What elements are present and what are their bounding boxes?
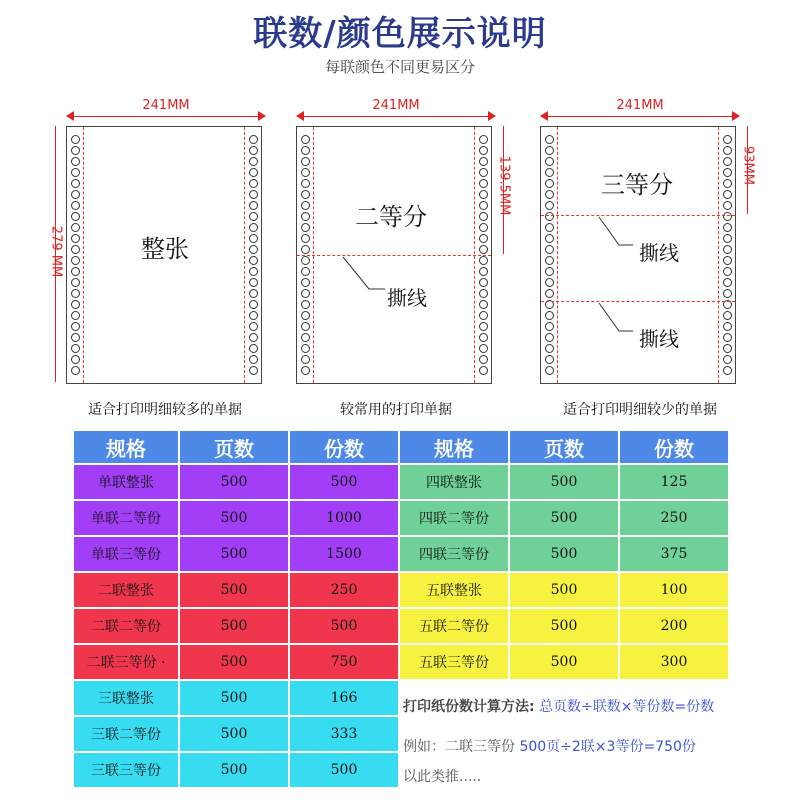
tractor-hole [71, 212, 80, 221]
table-cell-copies: 100 [619, 572, 729, 608]
tractor-hole [71, 278, 80, 287]
tractor-hole [249, 157, 258, 166]
tractor-hole [249, 245, 258, 254]
tractor-hole [545, 179, 554, 188]
tractor-hole [723, 267, 732, 276]
table-cell-spec: 单联整张 [73, 464, 179, 500]
table-cell-pages: 500 [179, 644, 289, 680]
table-cell-copies: 375 [619, 536, 729, 572]
tractor-hole [71, 366, 80, 375]
tractor-hole [249, 256, 258, 265]
example-note [403, 736, 696, 756]
table-cell-pages: 500 [179, 500, 289, 536]
table-cell-pages: 500 [509, 464, 619, 500]
tractor-hole [545, 355, 554, 364]
tractor-hole [301, 366, 310, 375]
tractor-hole [249, 344, 258, 353]
tractor-hole [71, 344, 80, 353]
tractor-hole [249, 146, 258, 155]
tractor-hole [301, 289, 310, 298]
tractor-hole [249, 212, 258, 221]
tractor-hole [301, 278, 310, 287]
tractor-hole [545, 223, 554, 232]
tractor-hole [249, 267, 258, 276]
table-cell-pages: 500 [509, 536, 619, 572]
paper-sheet [540, 126, 736, 384]
table-cell-spec: 三联三等份 [73, 752, 179, 788]
tractor-hole [249, 179, 258, 188]
table-cell-pages: 500 [179, 572, 289, 608]
tractor-hole [723, 212, 732, 221]
panel-caption: 适合打印明细较少的单据 [563, 402, 717, 418]
tractor-hole [301, 179, 310, 188]
panel-caption: 适合打印明细较多的单据 [88, 402, 242, 418]
tractor-hole [71, 168, 80, 177]
panel-halves [296, 98, 496, 398]
tractor-hole [301, 300, 310, 309]
width-label: 241MM [616, 98, 664, 113]
tractor-hole [723, 333, 732, 342]
table-header-cell: 规格 [399, 430, 509, 464]
table-cell-spec: 五联三等份 [399, 644, 509, 680]
tear-label: 撕线 [639, 241, 679, 265]
tractor-hole [71, 289, 80, 298]
tractor-hole [545, 157, 554, 166]
table-cell-spec: 三联整张 [73, 680, 179, 716]
table-cell-pages: 500 [179, 716, 289, 752]
spec-table [73, 430, 729, 796]
tractor-hole [545, 267, 554, 276]
tractor-hole [723, 223, 732, 232]
height-label: 93MM [740, 146, 756, 185]
table-cell-spec: 二联整张 [73, 572, 179, 608]
tractor-hole [479, 366, 488, 375]
tractor-hole [723, 146, 732, 155]
tractor-hole [301, 135, 310, 144]
table-cell-copies: 166 [289, 680, 399, 716]
tractor-hole [479, 289, 488, 298]
tractor-hole [301, 201, 310, 210]
tractor-hole [301, 223, 310, 232]
panel-whole [66, 98, 266, 398]
height-label: 139.5MM [496, 155, 512, 216]
table-cell-copies: 1000 [289, 500, 399, 536]
table-cell-spec: 五联整张 [399, 572, 509, 608]
table-cell-spec: 二联二等份 [73, 608, 179, 644]
tractor-hole [71, 245, 80, 254]
tractor-hole [545, 135, 554, 144]
page-title: 联数/颜色展示说明 [253, 14, 547, 54]
table-cell-copies: 750 [289, 644, 399, 680]
paper-sheet [296, 126, 492, 384]
panel-caption: 较常用的打印单据 [340, 402, 452, 418]
tractor-hole [301, 168, 310, 177]
tractor-hole [479, 256, 488, 265]
table-cell-pages: 500 [509, 644, 619, 680]
tractor-holes-left [543, 135, 555, 375]
tractor-hole [71, 322, 80, 331]
tractor-hole [301, 245, 310, 254]
tractor-hole [71, 223, 80, 232]
table-cell-pages: 500 [179, 752, 289, 788]
tractor-holes-right [721, 135, 733, 375]
tractor-hole [249, 311, 258, 320]
tractor-hole [71, 333, 80, 342]
table-cell-spec: 二联三等份 · [73, 644, 179, 680]
width-label: 241MM [142, 98, 190, 113]
tractor-hole [301, 333, 310, 342]
table-cell-copies: 250 [289, 572, 399, 608]
tractor-holes-right [247, 135, 259, 375]
tractor-hole [301, 311, 310, 320]
tractor-hole [723, 256, 732, 265]
table-cell-copies: 250 [619, 500, 729, 536]
table-cell-copies: 300 [619, 644, 729, 680]
tractor-hole [723, 234, 732, 243]
tractor-hole [301, 267, 310, 276]
tractor-hole [71, 267, 80, 276]
tractor-hole [723, 245, 732, 254]
tractor-hole [71, 135, 80, 144]
tractor-hole [301, 355, 310, 364]
sheet-type-label: 三等分 [601, 171, 673, 199]
tractor-hole [723, 157, 732, 166]
tractor-hole [479, 311, 488, 320]
tractor-hole [479, 267, 488, 276]
paper-sheet [66, 126, 262, 384]
panel-thirds [540, 98, 740, 398]
table-cell-spec: 五联二等份 [399, 608, 509, 644]
tractor-hole [545, 212, 554, 221]
table-cell-copies: 500 [289, 464, 399, 500]
table-cell-spec: 四联整张 [399, 464, 509, 500]
tractor-hole [723, 190, 732, 199]
tractor-hole [71, 190, 80, 199]
tractor-hole [71, 311, 80, 320]
tractor-hole [249, 300, 258, 309]
tractor-hole [479, 234, 488, 243]
formula-text: 总页数÷联数×等份数=份数 [539, 699, 715, 715]
tractor-hole [301, 344, 310, 353]
tractor-hole [71, 201, 80, 210]
tractor-hole [71, 179, 80, 188]
table-cell-spec: 三联二等份 [73, 716, 179, 752]
tractor-hole [249, 234, 258, 243]
table-cell-copies: 500 [289, 608, 399, 644]
tractor-hole [71, 157, 80, 166]
table-header-cell: 页数 [509, 430, 619, 464]
etc-note: 以此类推..... [403, 769, 482, 785]
tractor-hole [545, 289, 554, 298]
table-cell-pages: 500 [509, 500, 619, 536]
tractor-hole [249, 366, 258, 375]
table-cell-pages: 500 [179, 464, 289, 500]
tractor-hole [545, 366, 554, 375]
tractor-hole [545, 256, 554, 265]
tractor-hole [301, 190, 310, 199]
table-cell-spec: 单联二等份 [73, 500, 179, 536]
table-cell-pages: 500 [179, 680, 289, 716]
tractor-hole [301, 234, 310, 243]
table-header-cell: 页数 [179, 430, 289, 464]
tractor-hole [249, 289, 258, 298]
height-dimension [738, 126, 758, 214]
tractor-hole [545, 245, 554, 254]
tractor-hole [71, 300, 80, 309]
width-dimension [66, 98, 266, 118]
tractor-hole [479, 135, 488, 144]
tractor-hole [479, 212, 488, 221]
table-cell-copies: 333 [289, 716, 399, 752]
tractor-holes-left [69, 135, 81, 375]
tractor-hole [479, 223, 488, 232]
sheet-type-label: 整张 [141, 235, 189, 263]
tractor-hole [723, 355, 732, 364]
tractor-hole [301, 146, 310, 155]
tractor-hole [71, 355, 80, 364]
table-cell-copies: 1500 [289, 536, 399, 572]
tractor-hole [723, 344, 732, 353]
table-cell-pages: 500 [509, 608, 619, 644]
tractor-hole [723, 278, 732, 287]
tractor-hole [249, 355, 258, 364]
example-label: 例如：二联三等份 [403, 739, 515, 755]
tractor-hole [479, 157, 488, 166]
tractor-hole [723, 311, 732, 320]
tractor-hole [249, 168, 258, 177]
tractor-hole [249, 322, 258, 331]
table-cell-copies: 500 [289, 752, 399, 788]
tear-label: 撕线 [639, 327, 679, 351]
tractor-hole [249, 333, 258, 342]
tractor-hole [723, 289, 732, 298]
tear-label: 撕线 [387, 286, 427, 310]
tractor-hole [723, 135, 732, 144]
tractor-hole [479, 278, 488, 287]
height-dimension [494, 126, 514, 254]
tractor-hole [545, 168, 554, 177]
sheet-type-label: 二等分 [355, 203, 427, 231]
table-cell-copies: 200 [619, 608, 729, 644]
tractor-hole [479, 201, 488, 210]
width-dimension [296, 98, 496, 118]
height-dimension [46, 126, 66, 382]
tractor-hole [249, 135, 258, 144]
tractor-hole [479, 179, 488, 188]
tractor-hole [301, 322, 310, 331]
page-subtitle: 每联颜色不同更易区分 [324, 58, 475, 76]
table-cell-spec: 单联三等份 [73, 536, 179, 572]
tractor-hole [71, 256, 80, 265]
tractor-hole [71, 234, 80, 243]
width-dimension [540, 98, 740, 118]
tractor-hole [479, 168, 488, 177]
table-header-cell: 份数 [289, 430, 399, 464]
table-cell-pages: 500 [179, 536, 289, 572]
tractor-hole [545, 234, 554, 243]
tractor-hole [723, 168, 732, 177]
height-label: 279 MM [48, 225, 64, 278]
table-cell-copies: 125 [619, 464, 729, 500]
tractor-hole [301, 157, 310, 166]
tractor-hole [301, 212, 310, 221]
example-text: 500页÷2联×3等份=750份 [519, 739, 696, 755]
tractor-hole [249, 223, 258, 232]
tractor-hole [545, 344, 554, 353]
table-cell-spec: 四联三等份 [399, 536, 509, 572]
table-cell-spec: 四联二等份 [399, 500, 509, 536]
tractor-hole [479, 355, 488, 364]
width-label: 241MM [372, 98, 420, 113]
tractor-hole [479, 300, 488, 309]
tractor-hole [723, 179, 732, 188]
tractor-hole [249, 201, 258, 210]
tractor-hole [479, 322, 488, 331]
tractor-hole [479, 245, 488, 254]
tractor-hole [249, 278, 258, 287]
tractor-hole [249, 190, 258, 199]
tractor-hole [545, 333, 554, 342]
formula-note [403, 696, 714, 716]
tractor-hole [479, 190, 488, 199]
tractor-hole [479, 333, 488, 342]
tractor-hole [723, 322, 732, 331]
tractor-hole [479, 146, 488, 155]
tractor-hole [545, 146, 554, 155]
table-header-cell: 规格 [73, 430, 179, 464]
tractor-hole [723, 366, 732, 375]
tractor-hole [71, 146, 80, 155]
tractor-hole [545, 322, 554, 331]
tractor-hole [479, 344, 488, 353]
table-cell-pages: 500 [509, 572, 619, 608]
tractor-hole [723, 201, 732, 210]
table-header-cell: 份数 [619, 430, 729, 464]
tractor-hole [545, 201, 554, 210]
tractor-hole [545, 190, 554, 199]
tractor-hole [301, 256, 310, 265]
table-cell-pages: 500 [179, 608, 289, 644]
formula-label: 打印纸份数计算方法: [403, 699, 535, 715]
tractor-hole [545, 311, 554, 320]
tractor-hole [545, 278, 554, 287]
